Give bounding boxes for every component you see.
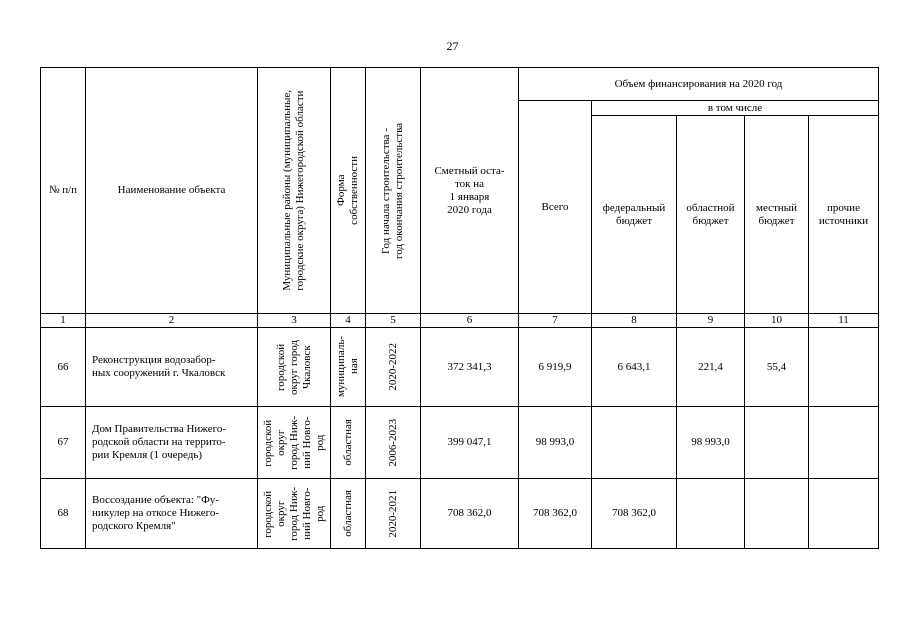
row-num: 68 — [41, 479, 86, 549]
federal-cell: 6 643,1 — [592, 328, 677, 407]
header-federal: федеральный бюджет — [592, 116, 677, 314]
header-funding-title: Объем финансирования на 2020 год — [519, 68, 879, 101]
object-name: Воссоздание объекта: "Фу- никулер на откосе Нижего- родского Кремля" — [86, 479, 258, 549]
header-regional: областной бюджет — [677, 116, 745, 314]
district-cell: городской округ город Ниж- ний Новго- род — [258, 407, 331, 479]
column-number-row — [41, 314, 879, 328]
other-cell — [809, 328, 879, 407]
local-cell: 55,4 — [745, 328, 809, 407]
column-number: 3 — [258, 314, 331, 328]
federal-cell: 708 362,0 — [592, 479, 677, 549]
object-name: Дом Правительства Нижего- родской области на террито- рии Кремля (1 очередь) — [86, 407, 258, 479]
column-number: 2 — [86, 314, 258, 328]
column-number: 1 — [41, 314, 86, 328]
balance-cell: 708 362,0 — [421, 479, 519, 549]
years-cell: 2020-2021 — [366, 479, 421, 549]
table-row — [41, 407, 879, 479]
header-total: Всего — [519, 101, 592, 314]
column-number: 10 — [745, 314, 809, 328]
total-cell: 708 362,0 — [519, 479, 592, 549]
column-number: 11 — [809, 314, 879, 328]
header-num: № п/п — [41, 68, 86, 314]
table-row — [41, 479, 879, 549]
column-number: 5 — [366, 314, 421, 328]
column-number: 7 — [519, 314, 592, 328]
header-name: Наименование объекта — [86, 68, 258, 314]
total-cell: 6 919,9 — [519, 328, 592, 407]
column-number: 6 — [421, 314, 519, 328]
header-balance: Сметный оста- ток на 1 января 2020 года — [421, 68, 519, 314]
header-years: Год начала строительства - год окончания строительства — [366, 68, 421, 314]
header-local: местный бюджет — [745, 116, 809, 314]
column-number: 8 — [592, 314, 677, 328]
page-number: 27 — [446, 39, 459, 53]
local-cell — [745, 407, 809, 479]
ownership-cell: областная — [331, 407, 366, 479]
federal-cell — [592, 407, 677, 479]
header-district: Муниципальные районы (муниципальные, городские округа) Нижегородской области — [258, 68, 331, 314]
local-cell — [745, 479, 809, 549]
years-cell: 2020-2022 — [366, 328, 421, 407]
district-cell: городской округ город Ниж- ний Новго- род — [258, 479, 331, 549]
financing-table — [40, 67, 879, 549]
header-other: прочие источники — [809, 116, 879, 314]
other-cell — [809, 479, 879, 549]
years-cell: 2006-2023 — [366, 407, 421, 479]
column-number: 4 — [331, 314, 366, 328]
district-cell: городской округ город Чкаловск — [258, 328, 331, 407]
row-num: 66 — [41, 328, 86, 407]
header-ownership: Форма собственности — [331, 68, 366, 314]
other-cell — [809, 407, 879, 479]
header-including: в том числе — [592, 101, 879, 116]
balance-cell: 399 047,1 — [421, 407, 519, 479]
total-cell: 98 993,0 — [519, 407, 592, 479]
table-row — [41, 328, 879, 407]
column-number: 9 — [677, 314, 745, 328]
regional-cell: 98 993,0 — [677, 407, 745, 479]
object-name: Реконструкция водозабор- ных сооружений г. Чкаловск — [86, 328, 258, 407]
regional-cell — [677, 479, 745, 549]
row-num: 67 — [41, 407, 86, 479]
regional-cell: 221,4 — [677, 328, 745, 407]
ownership-cell: муниципаль- ная — [331, 328, 366, 407]
ownership-cell: областная — [331, 479, 366, 549]
balance-cell: 372 341,3 — [421, 328, 519, 407]
